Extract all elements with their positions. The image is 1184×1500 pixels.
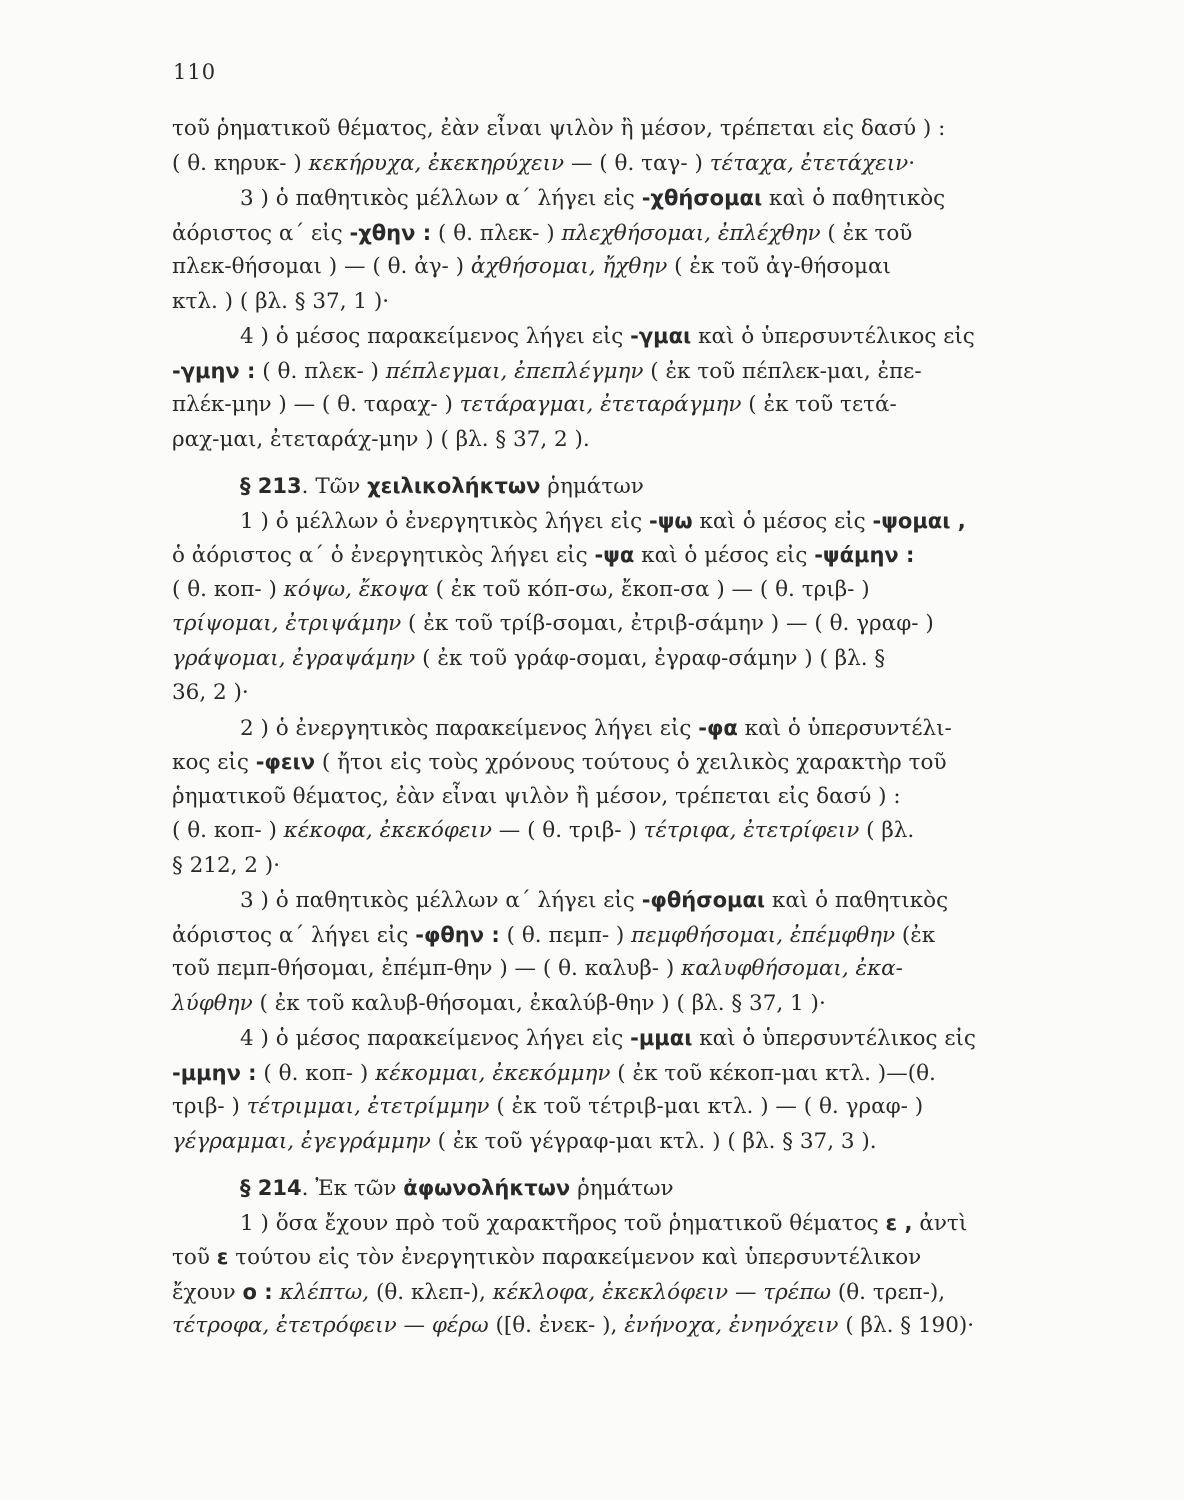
italic-example: λύφθην [172,990,253,1016]
text-segment: τούτου εἰς τὸν ἐνεργητικὸν παρακείμενον καὶ ὑπερσυντέλικον [228,1245,922,1270]
text-line [172,112,1022,147]
text-segment: (ἐκ [895,922,936,948]
text-segment: ῥημάτων [540,474,644,499]
text-segment: ( ἐκ τοῦ ἀγ-θήσομαι [667,254,891,279]
italic-example: καλυφθήσομαι, ἐκα- [681,956,903,981]
text-segment: τοῦ [172,1245,217,1270]
page-text [172,112,1022,1344]
text-segment: ( ἐκ τοῦ κέκοπ-μαι κτλ. )—(θ. [610,1060,936,1086]
bold-ending: -χθήσομαι [641,186,763,210]
italic-example: πέπλεγμαι, ἐπεπλέγμην [385,358,644,384]
bold-ending: -φα [698,715,738,740]
bold-ending: -χθην : [349,220,432,245]
text-line [172,354,1022,389]
text-line [172,216,1022,251]
text-line [172,469,1022,504]
italic-example: τετάραγμαι, ἐτεταράγμην [459,392,742,417]
text-segment: ἀντὶ [912,1210,968,1236]
text-segment: ( θ. κοπ- ) [256,1060,376,1086]
text-line [172,285,1022,320]
text-segment: — ( θ. τριβ- ) [491,818,644,843]
text-line [172,711,1022,746]
text-segment: 36, 2 )· [172,680,249,705]
bold-ending: -φθην : [415,922,500,947]
italic-example: κεκήρυχα, ἐκεκηρύχειν [308,150,565,176]
text-line [172,1090,1022,1125]
bold-ending: -ψάμην : [814,543,915,567]
text-line [172,1125,1022,1160]
text-segment: καὶ ὁ μέσος εἰς [692,508,873,534]
bold-ending: -φθήσομαι [641,888,766,912]
text-line [172,319,1022,354]
text-segment: ( ἐκ τοῦ πέπλεκ-μαι, ἐπε- [643,358,922,384]
text-segment: καὶ ὁ παθητικὸς [762,186,946,211]
section-number: § 214 [240,1176,302,1200]
text-segment: πλέκ-μην ) — ( θ. ταραχ- ) [172,392,460,417]
text-segment: τριβ- ) [172,1094,247,1119]
italic-example: κέκομμαι, ἐκεκόμμην [375,1060,611,1086]
italic-example: κλέπτω, [279,1279,370,1305]
text-segment: 3 ) ὁ παθητικὸς μέλλων α΄ λήγει εἰς [240,888,642,913]
text-segment: · [908,150,916,176]
text-segment: ( ἐκ τοῦ τρίβ-σομαι, ἐτριβ-σάμην ) — ( θ. γραφ- ) [401,611,934,636]
text-segment: καὶ ὁ ὑπερσυντέλικος εἰς [692,1026,976,1051]
bold-ending: -γμαι [630,324,692,348]
italic-example: τρίψομαι, ἐτριψάμην [172,611,402,636]
text-segment: ( θ. κοπ- ) [172,818,284,843]
text-line [172,573,1022,608]
text-line [172,987,1022,1022]
text-segment: ( ἐκ τοῦ καλυβ-θήσομαι, ἐκαλύβ-θην ) ( βλ. § 37, 1 )· [252,990,826,1016]
text-segment: καὶ ὁ ὑπερσυντέλικος εἰς [691,324,975,349]
text-line [172,538,1022,573]
text-line [172,250,1022,285]
text-segment: 3 ) ὁ παθητικὸς μέλλων α΄ λήγει εἰς [240,186,642,211]
text-line [172,1240,1022,1275]
italic-example: τέτροφα, ἐτετρόφειν — φέρω [172,1313,489,1338]
italic-example: ἀχθήσομαι, ἤχθην [470,254,668,279]
text-segment: ( βλ. [859,818,915,843]
text-line [172,849,1022,884]
text-segment: ([θ. ἐνεκ- ), [488,1313,625,1338]
bold-ending: -ψα [594,543,635,567]
bold-ending: -φειν [255,750,316,774]
text-segment: τοῦ ῥηματικοῦ θέματος, ἐὰν εἶναι ψιλὸν ἢ μέσον, τρέπεται εἰς δασύ ) : [172,116,946,141]
italic-example: γέγραμμαι, ἐγεγράμμην [172,1128,431,1154]
section-number: § 213 [240,474,302,498]
text-segment: ( θ. πεμπ- ) [499,922,632,948]
text-segment: ἀόριστος α΄ εἰς [172,220,350,246]
text-line [172,607,1022,642]
text-segment: τοῦ πεμπ-θήσομαι, ἐπέμπ-θην ) — ( θ. καλυβ- ) [172,956,682,981]
italic-example: τέτριμμαι, ἐτετρίμμην [246,1094,490,1119]
text-segment: ( βλ. § 190)· [838,1313,975,1338]
text-segment: (θ. κλεπ-), [369,1279,493,1305]
text-line [172,1206,1022,1241]
text-segment: κτλ. ) ( βλ. § 37, 1 )· [172,288,390,314]
text-line [172,952,1022,987]
text-segment: ( θ. πλεκ- ) [255,358,386,384]
italic-example: πεμφθήσομαι, ἐπέμφθην [631,922,896,948]
text-segment: ραχ-μαι, ἐτεταράχ-μην ) ( βλ. § 37, 2 ). [172,426,590,452]
bold-ending: -μμην : [172,1060,257,1085]
text-segment: 4 ) ὁ μέσος παρακείμενος λήγει εἰς [240,1026,631,1051]
text-line [172,745,1022,780]
text-segment: ῥημάτων [570,1176,674,1201]
text-segment: ῥηματικοῦ θέματος, ἐὰν εἶναι ψιλὸν ἢ μέσον, τρέπεται εἰς δασύ ) : [172,783,901,809]
text-segment: ( ἐκ τοῦ [820,220,913,246]
text-segment: 2 ) ὁ ἐνεργητικὸς παρακείμενος λήγει εἰς [240,715,699,741]
italic-example: κέκλοφα, ἐκεκλόφειν — τρέπω [492,1279,832,1305]
text-line [172,147,1022,182]
text-line [172,883,1022,918]
italic-example: τέταχα, ἐτετάχειν [709,150,909,176]
text-segment: κος εἰς [172,750,256,775]
text-segment: ἔχουν [172,1279,243,1305]
italic-example: πλεχθήσομαι, ἐπλέχθην [561,220,821,246]
text-segment: (θ. τρεπ-), [831,1279,946,1305]
text-line [172,918,1022,953]
italic-example: γράψομαι, ἐγραψάμην [172,645,416,671]
text-line [172,1309,1022,1344]
italic-example: κόψω, ἔκοψα [283,576,429,602]
text-segment: καὶ ὁ μέσος εἰς [634,543,815,568]
text-segment: ( θ. πλεκ- ) [431,220,562,246]
text-line [172,504,1022,539]
bold-ending: ε , [885,1210,913,1235]
text-line [172,1021,1022,1056]
text-segment: καὶ ὁ ὑπερσυντέλι- [737,715,952,741]
text-segment: καὶ ὁ παθητικὸς [765,888,949,913]
text-line [172,1171,1022,1206]
text-segment: ( θ. κοπ- ) [172,576,284,602]
bold-ending: ο : [242,1279,273,1304]
text-segment: ( ἐκ τοῦ γράφ-σομαι, ἐγραφ-σάμην ) ( βλ. § [415,645,886,671]
italic-example: ἐνήνοχα, ἐνηνόχειν [624,1313,839,1338]
text-segment: πλεκ-θήσομαι ) — ( θ. ἀγ- ) [172,254,471,279]
italic-example: τέτριφα, ἐτετρίφειν [643,818,860,843]
bold-ending: ε [216,1245,229,1269]
text-line [172,181,1022,216]
text-line [172,388,1022,423]
text-line [172,1056,1022,1091]
text-segment: . Ἐκ τῶν [301,1176,404,1201]
text-segment: ( ἐκ τοῦ τετά- [741,392,897,417]
text-segment: § 212, 2 )· [172,852,281,878]
text-segment: — ( θ. ταγ- ) [564,150,710,176]
text-segment: ( ἐκ τοῦ τέτριβ-μαι κτλ. ) — ( θ. γραφ- ) [489,1094,924,1119]
italic-example: κέκοφα, ἐκεκόφειν [283,818,492,843]
text-line [172,423,1022,458]
bold-ending: -ψω [649,508,693,533]
text-segment: ( ἐκ τοῦ κόπ-σω, ἔκοπ-σα ) — ( θ. τριβ- ) [428,576,870,602]
bold-ending: χειλικολήκτων [367,474,541,498]
bold-ending: ἀφωνολήκτων [403,1176,571,1200]
text-line [172,780,1022,815]
text-segment: ἀόριστος α΄ λήγει εἰς [172,922,416,948]
text-segment: ( ἤτοι εἰς τοὺς χρόνους τούτους ὁ χειλικὸς χαρακτὴρ τοῦ [315,750,947,775]
bold-ending: -γμην : [172,358,256,383]
page-number: 110 [173,60,217,84]
text-segment: 4 ) ὁ μέσος παρακείμενος λήγει εἰς [240,324,631,349]
text-line [172,814,1022,849]
bold-ending: -ψομαι , [872,508,966,533]
text-segment: 1 ) ὁ μέλλων ὁ ἐνεργητικὸς λήγει εἰς [240,508,649,534]
text-segment: 1 ) ὅσα ἔχουν πρὸ τοῦ χαρακτῆρος τοῦ ῥηματικοῦ θέματος [240,1210,886,1236]
text-segment: ( ἐκ τοῦ γέγραφ-μαι κτλ. ) ( βλ. § 37, 3 ). [430,1128,877,1154]
bold-ending: -μμαι [630,1026,693,1050]
text-segment: ( θ. κηρυκ- ) [172,150,309,176]
text-segment: ὁ ἀόριστος α΄ ὁ ἐνεργητικὸς λήγει εἰς [172,543,595,568]
text-segment: . Τῶν [301,474,368,499]
text-line [172,676,1022,711]
text-line [172,642,1022,677]
text-line [172,1275,1022,1310]
